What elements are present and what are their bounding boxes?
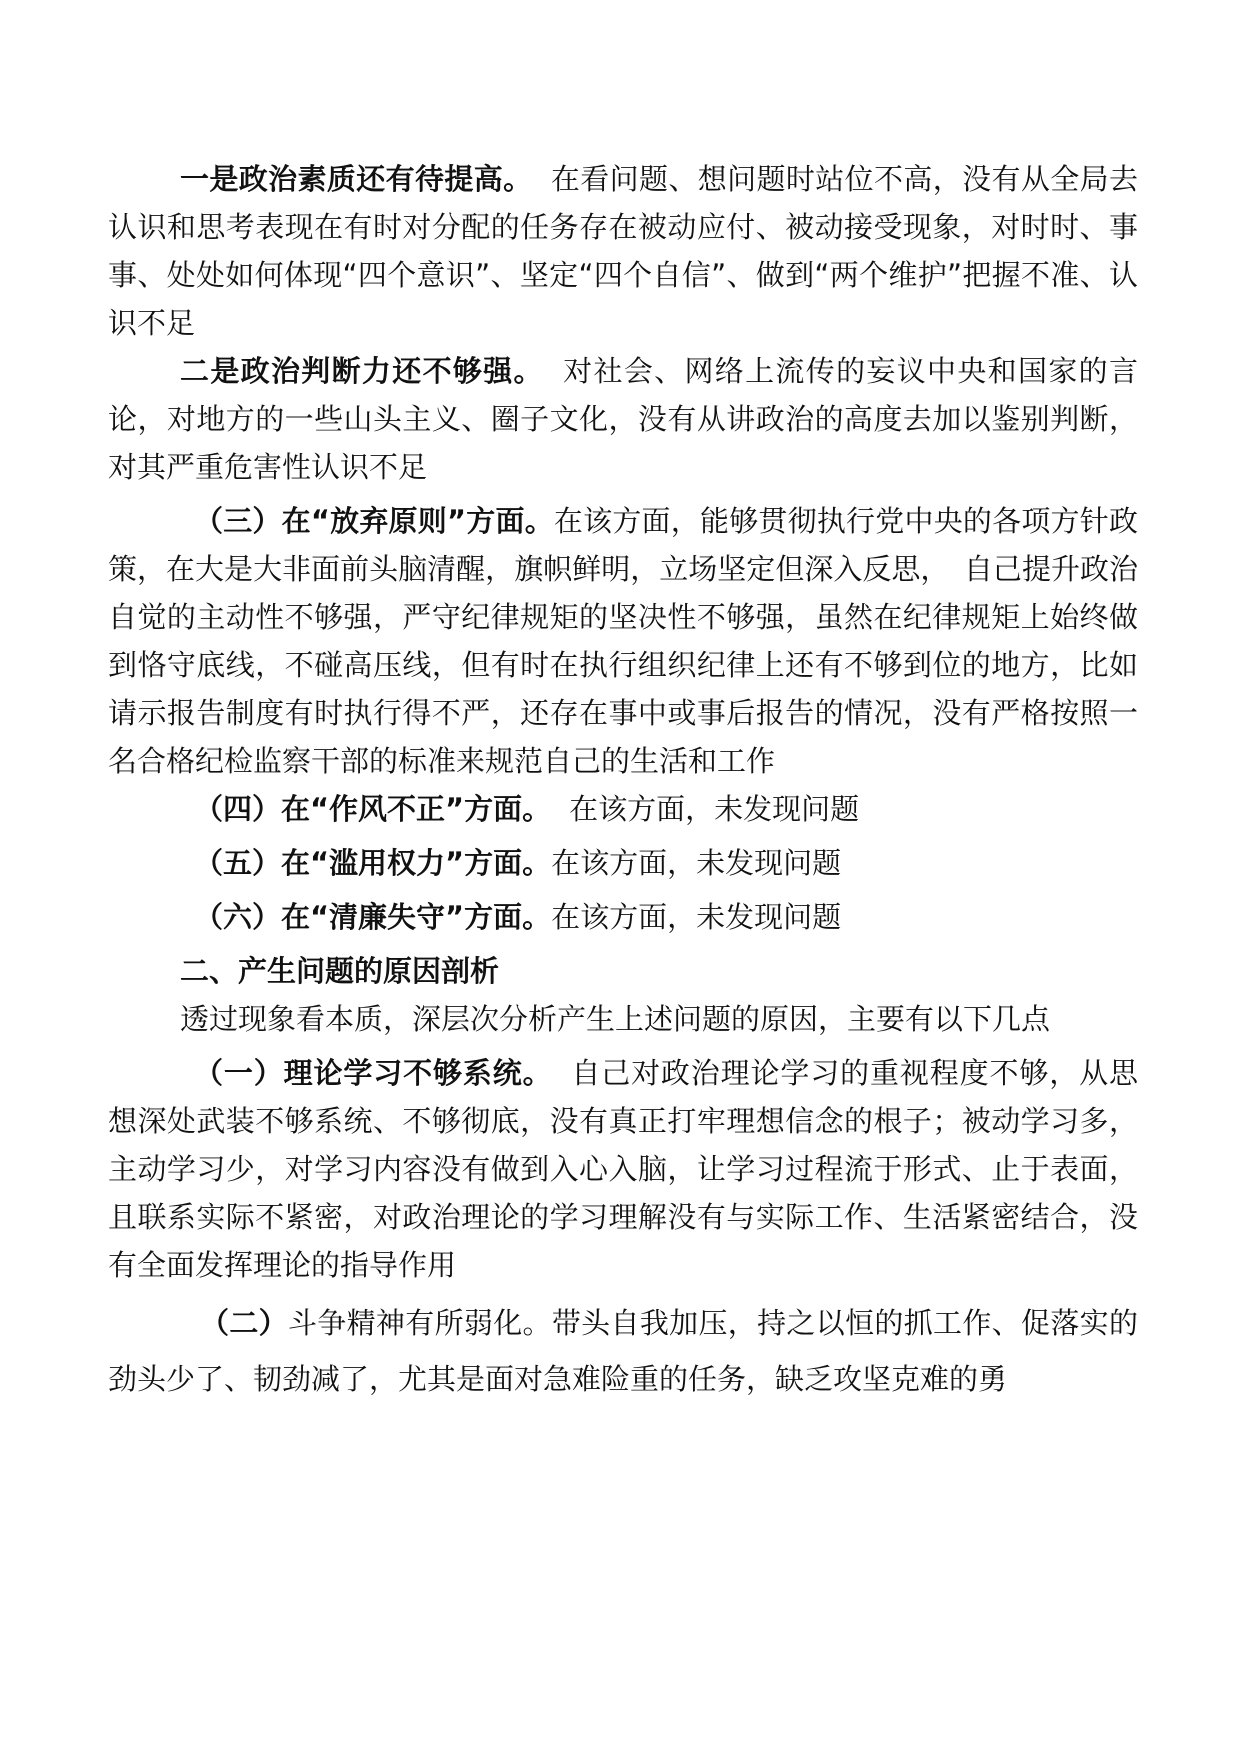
paragraph-lead: （三）在“放弃原则”方面。 (194, 504, 554, 538)
paragraph-body: 在该方面，能够贯彻执行党中央的各项方针政策，在大是大非面前头脑清醒，旗帜鲜明，立场坚定但深入反思， 自己提升政治自觉的主动性不够强，严守纪律规矩的坚决性不够强，虽然在纪律规矩上始终做到恪守底线，不碰高压线，但有时在执行组织纪律上还有不够到位的地方，比如请示报告制度有时执行得不严，还存在事中或事后报告的情况，没有严格按照一名合格纪检监察干部的标准来规范自己的生活和工作 (108, 504, 1138, 778)
paragraph-fighting-spirit (108, 1295, 1138, 1407)
paragraph-lead: （四）在“作风不正”方面。 (194, 792, 552, 826)
paragraph-abandon-principles (108, 497, 1138, 785)
paragraph-body: 在该方面，未发现问题 (569, 792, 860, 826)
paragraph-intro (108, 995, 1138, 1043)
paragraph-theory-study (108, 1049, 1138, 1289)
paragraph-body: 斗争精神有所弱化。带头自我加压，持之以恒的抓工作、促落实的劲头少了、韧劲减了，尤其是面对急难险重的任务，缺乏攻坚克难的勇 (108, 1306, 1138, 1396)
paragraph-lead: （二） (200, 1306, 288, 1340)
paragraph-body: 在看问题、想问题时站位不高，没有从全局去认识和思考表现在有时对分配的任务存在被动应付、被动接受现象，对时时、事事、处处如何体现“四个意识”、坚定“四个自信”、做到“两个维护”把握不准、认识不足 (108, 162, 1138, 340)
paragraph-integrity (108, 893, 1138, 941)
document-page (108, 155, 1138, 1407)
paragraph-political-judgment (108, 347, 1138, 491)
paragraph-lead: （五）在“滥用权力”方面。 (194, 846, 552, 880)
paragraph-body: 对社会、网络上流传的妄议中央和国家的言论，对地方的一些山头主义、圈子文化，没有从讲政治的高度去加以鉴别判断，对其严重危害性认识不足 (108, 354, 1138, 484)
paragraph-body: 透过现象看本质，深层次分析产生上述问题的原因，主要有以下几点 (180, 1002, 1051, 1036)
section-heading-cause-analysis (108, 947, 1138, 995)
paragraph-body: 在该方面，未发现问题 (551, 900, 842, 934)
paragraph-lead: 一是政治素质还有待提高。 (180, 162, 533, 196)
paragraph-work-style (108, 785, 1138, 833)
paragraph-body: 自己对政治理论学习的重视程度不够，从思想深处武装不够系统、不够彻底，没有真正打牢理想信念的根子；被动学习多，主动学习少，对学习内容没有做到入心入脑，让学习过程流于形式、止于表面，且联系实际不紧密，对政治理论的学习理解没有与实际工作、生活紧密结合，没有全面发挥理论的指导作用 (108, 1056, 1138, 1282)
section-heading: 二、产生问题的原因剖析 (180, 954, 500, 988)
paragraph-abuse-power (108, 839, 1138, 887)
paragraph-body: 在该方面，未发现问题 (551, 846, 842, 880)
paragraph-lead: （六）在“清廉失守”方面。 (194, 900, 552, 934)
paragraph-lead: 二是政治判断力还不够强。 (180, 354, 544, 388)
paragraph-political-quality (108, 155, 1138, 347)
paragraph-lead: （一）理论学习不够系统。 (194, 1056, 553, 1090)
